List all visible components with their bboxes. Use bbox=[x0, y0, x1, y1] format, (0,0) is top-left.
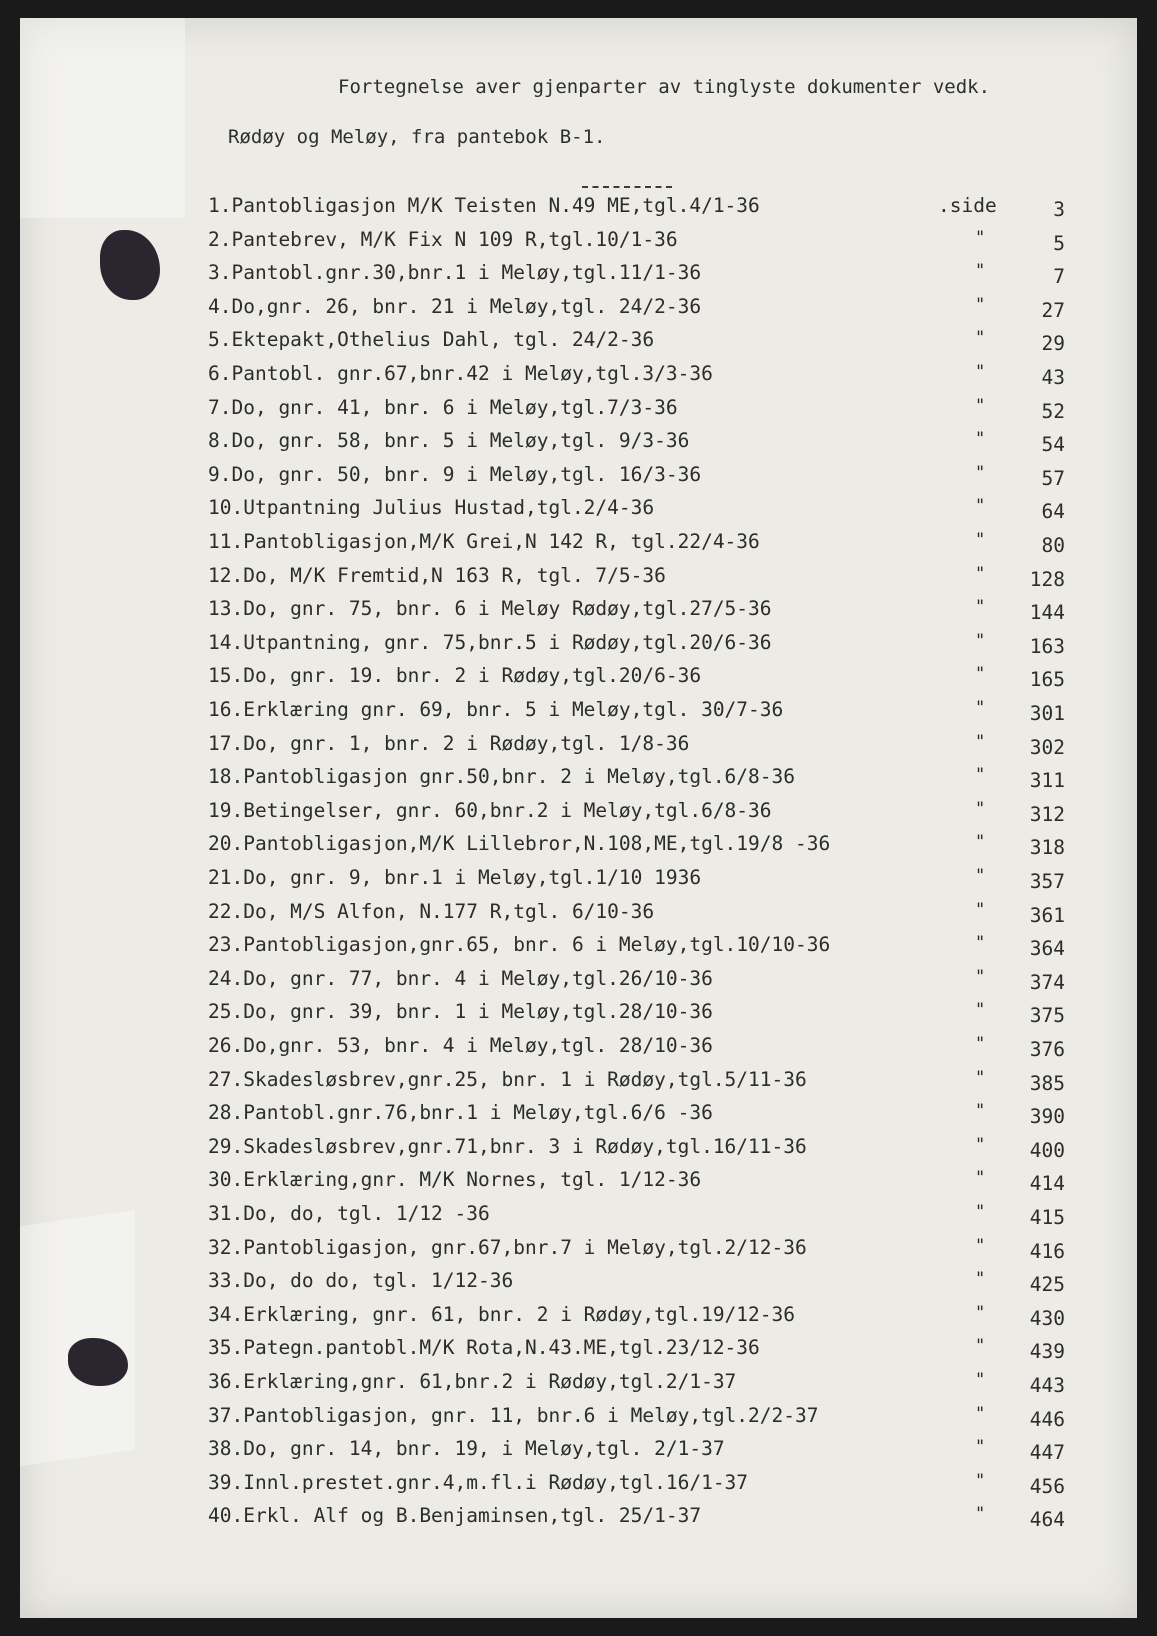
ditto-mark: " bbox=[975, 227, 986, 248]
page-number: 29 bbox=[1041, 332, 1065, 356]
ditto-mark: " bbox=[975, 294, 986, 315]
page-number: 376 bbox=[1029, 1038, 1065, 1061]
ditto-mark: " bbox=[975, 1134, 986, 1155]
entry-description: 38.Do, gnr. 14, bnr. 19, i Meløy,tgl. 2/1-37 bbox=[208, 1437, 725, 1461]
ditto-mark: " bbox=[975, 395, 986, 416]
entry-description: 8.Do, gnr. 58, bnr. 5 i Meløy,tgl. 9/3-36 bbox=[208, 429, 690, 453]
ditto-mark: " bbox=[975, 630, 986, 651]
ditto-mark: " bbox=[975, 1067, 986, 1088]
page-number: 52 bbox=[1041, 399, 1065, 423]
list-item bbox=[20, 1471, 1137, 1505]
page-number: 27 bbox=[1041, 298, 1065, 322]
list-item bbox=[20, 1370, 1137, 1404]
ditto-mark: " bbox=[975, 933, 986, 954]
ditto-mark: " bbox=[975, 966, 986, 987]
list-item bbox=[20, 362, 1137, 396]
entry-description: 33.Do, do do, tgl. 1/12-36 bbox=[208, 1269, 514, 1293]
page-number: 415 bbox=[1029, 1206, 1065, 1229]
list-item bbox=[20, 1101, 1137, 1135]
entry-description: 13.Do, gnr. 75, bnr. 6 i Meløy Rødøy,tgl.27/5-36 bbox=[208, 597, 772, 621]
list-item bbox=[20, 1303, 1137, 1337]
page-number: 414 bbox=[1029, 1172, 1065, 1196]
document-page bbox=[20, 18, 1137, 1618]
page-number: 80 bbox=[1041, 534, 1065, 557]
entry-description: 4.Do,gnr. 26, bnr. 21 i Meløy,tgl. 24/2-36 bbox=[208, 294, 702, 318]
page-number: 144 bbox=[1029, 601, 1065, 625]
entry-list bbox=[20, 18, 1137, 1618]
list-item bbox=[20, 900, 1137, 934]
list-item bbox=[20, 933, 1137, 967]
page-number: 311 bbox=[1029, 769, 1065, 793]
entry-description: 23.Pantobligasjon,gnr.65, bnr. 6 i Meløy,tgl.10/10-36 bbox=[208, 933, 831, 957]
page-number: 54 bbox=[1041, 433, 1065, 457]
page-number: 128 bbox=[1029, 567, 1065, 591]
list-item bbox=[20, 664, 1137, 698]
list-item bbox=[20, 496, 1137, 530]
entry-description: 20.Pantobligasjon,M/K Lillebror,N.108,ME,tgl.19/8 -36 bbox=[208, 832, 831, 856]
page-number: 302 bbox=[1029, 735, 1065, 759]
list-item bbox=[20, 799, 1137, 833]
entry-description: 32.Pantobligasjon, gnr.67,bnr.7 i Meløy,tgl.2/12-36 bbox=[208, 1235, 807, 1259]
ditto-mark: " bbox=[975, 1000, 986, 1021]
ditto-mark: " bbox=[975, 1370, 986, 1390]
list-item bbox=[20, 765, 1137, 799]
ditto-mark: " bbox=[975, 664, 986, 685]
entry-description: 7.Do, gnr. 41, bnr. 6 i Meløy,tgl.7/3-36 bbox=[208, 395, 678, 419]
page-number: 43 bbox=[1041, 366, 1065, 389]
page-number: 361 bbox=[1029, 903, 1065, 927]
page-number: 446 bbox=[1029, 1407, 1065, 1431]
list-item bbox=[20, 597, 1137, 631]
ditto-mark: " bbox=[975, 1235, 986, 1256]
list-item bbox=[20, 530, 1137, 564]
entry-description: 24.Do, gnr. 77, bnr. 4 i Meløy,tgl.26/10-36 bbox=[208, 966, 713, 990]
entry-description: 29.Skadesløsbrev,gnr.71,bnr. 3 i Rødøy,tgl.16/11-36 bbox=[208, 1134, 807, 1158]
entry-description: 16.Erklæring gnr. 69, bnr. 5 i Meløy,tgl. 30/7-36 bbox=[208, 698, 784, 721]
ditto-mark: " bbox=[975, 1336, 986, 1357]
list-item bbox=[20, 1068, 1137, 1102]
entry-description: 15.Do, gnr. 19. bnr. 2 i Rødøy,tgl.20/6-36 bbox=[208, 664, 702, 688]
page-number: 163 bbox=[1029, 634, 1065, 658]
page-number: 374 bbox=[1029, 970, 1065, 994]
list-item bbox=[20, 396, 1137, 430]
ditto-mark: " bbox=[975, 832, 986, 853]
list-item bbox=[20, 295, 1137, 329]
entry-description: 40.Erkl. Alf og B.Benjaminsen,tgl. 25/1-37 bbox=[208, 1504, 702, 1528]
list-item bbox=[20, 631, 1137, 665]
entry-description: 30.Erklæring,gnr. M/K Nornes, tgl. 1/12-36 bbox=[208, 1168, 702, 1192]
ditto-mark: " bbox=[975, 1403, 986, 1424]
ditto-mark: .side bbox=[938, 194, 997, 217]
list-item bbox=[20, 1404, 1137, 1438]
ditto-mark: " bbox=[975, 765, 986, 786]
ditto-mark: " bbox=[975, 866, 986, 886]
ditto-mark: " bbox=[975, 1101, 986, 1122]
entry-description: 22.Do, M/S Alfon, N.177 R,tgl. 6/10-36 bbox=[208, 899, 655, 923]
list-item bbox=[20, 832, 1137, 866]
ditto-mark: " bbox=[975, 1168, 986, 1189]
entry-description: 17.Do, gnr. 1, bnr. 2 i Rødøy,tgl. 1/8-36 bbox=[208, 731, 690, 755]
list-item bbox=[20, 228, 1137, 262]
list-item bbox=[20, 1168, 1137, 1202]
list-item bbox=[20, 698, 1137, 732]
entry-description: 3.Pantobl.gnr.30,bnr.1 i Meløy,tgl.11/1-36 bbox=[208, 261, 702, 285]
page-number: 7 bbox=[1053, 265, 1065, 289]
ditto-mark: " bbox=[975, 899, 986, 920]
ditto-mark: " bbox=[975, 731, 986, 752]
entry-description: 37.Pantobligasjon, gnr. 11, bnr.6 i Meløy,tgl.2/2-37 bbox=[208, 1403, 819, 1427]
ditto-mark: " bbox=[975, 1470, 986, 1491]
page-number: 416 bbox=[1029, 1239, 1065, 1263]
ditto-mark: " bbox=[975, 798, 986, 819]
ditto-mark: " bbox=[975, 261, 986, 282]
list-item bbox=[20, 261, 1137, 295]
list-item bbox=[20, 1437, 1137, 1471]
ditto-mark: " bbox=[975, 1437, 986, 1458]
entry-description: 10.Utpantning Julius Hustad,tgl.2/4-36 bbox=[208, 496, 655, 520]
ditto-mark: " bbox=[975, 698, 986, 718]
page-number: 375 bbox=[1029, 1004, 1065, 1028]
ditto-mark: " bbox=[975, 1504, 986, 1525]
entry-description: 28.Pantobl.gnr.76,bnr.1 i Meløy,tgl.6/6 -36 bbox=[208, 1101, 713, 1125]
page-number: 301 bbox=[1029, 702, 1065, 725]
list-item bbox=[20, 1135, 1137, 1169]
entry-description: 14.Utpantning, gnr. 75,bnr.5 i Rødøy,tgl.20/6-36 bbox=[208, 630, 772, 654]
list-item bbox=[20, 1504, 1137, 1538]
entry-description: 11.Pantobligasjon,M/K Grei,N 142 R, tgl.22/4-36 bbox=[208, 530, 760, 553]
page-number: 312 bbox=[1029, 802, 1065, 826]
list-item bbox=[20, 1236, 1137, 1270]
entry-description: 34.Erklæring, gnr. 61, bnr. 2 i Rødøy,tgl.19/12-36 bbox=[208, 1302, 795, 1326]
entry-description: 26.Do,gnr. 53, bnr. 4 i Meløy,tgl. 28/10-36 bbox=[208, 1034, 713, 1057]
ditto-mark: " bbox=[975, 496, 986, 517]
ditto-mark: " bbox=[975, 563, 986, 584]
list-item bbox=[20, 564, 1137, 598]
page-number: 165 bbox=[1029, 668, 1065, 692]
entry-description: 12.Do, M/K Fremtid,N 163 R, tgl. 7/5-36 bbox=[208, 563, 666, 587]
ditto-mark: " bbox=[975, 1202, 986, 1222]
page-number: 64 bbox=[1041, 500, 1065, 524]
entry-description: 25.Do, gnr. 39, bnr. 1 i Meløy,tgl.28/10-36 bbox=[208, 1000, 713, 1024]
entry-description: 6.Pantobl. gnr.67,bnr.42 i Meløy,tgl.3/3-36 bbox=[208, 362, 713, 385]
list-item bbox=[20, 1336, 1137, 1370]
ditto-mark: " bbox=[975, 530, 986, 550]
page-number: 318 bbox=[1029, 836, 1065, 860]
page-number: 439 bbox=[1029, 1340, 1065, 1364]
entry-description: 2.Pantebrev, M/K Fix N 109 R,tgl.10/1-36 bbox=[208, 227, 678, 251]
entry-description: 18.Pantobligasjon gnr.50,bnr. 2 i Meløy,tgl.6/8-36 bbox=[208, 765, 795, 789]
ditto-mark: " bbox=[975, 328, 986, 349]
page-number: 400 bbox=[1029, 1138, 1065, 1162]
page-number: 443 bbox=[1029, 1374, 1065, 1397]
page-number: 357 bbox=[1029, 870, 1065, 893]
entry-description: 27.Skadesløsbrev,gnr.25, bnr. 1 i Rødøy,tgl.5/11-36 bbox=[208, 1067, 807, 1091]
ditto-mark: " bbox=[975, 597, 986, 618]
entry-description: 31.Do, do, tgl. 1/12 -36 bbox=[208, 1202, 490, 1225]
list-item bbox=[20, 1269, 1137, 1303]
entry-description: 36.Erklæring,gnr. 61,bnr.2 i Rødøy,tgl.2/1-37 bbox=[208, 1370, 737, 1393]
page-number: 385 bbox=[1029, 1071, 1065, 1095]
list-item bbox=[20, 866, 1137, 900]
list-item bbox=[20, 967, 1137, 1001]
ditto-mark: " bbox=[975, 1269, 986, 1290]
entry-description: 19.Betingelser, gnr. 60,bnr.2 i Meløy,tgl.6/8-36 bbox=[208, 798, 772, 822]
list-item bbox=[20, 1000, 1137, 1034]
page-number: 464 bbox=[1029, 1508, 1065, 1532]
ditto-mark: " bbox=[975, 1034, 986, 1054]
document-title: Fortegnelse aver gjenparter av tinglyste dokumenter vedk. bbox=[338, 76, 991, 98]
page-number: 364 bbox=[1029, 937, 1065, 961]
entry-description: 21.Do, gnr. 9, bnr.1 i Meløy,tgl.1/10 1936 bbox=[208, 866, 702, 889]
ditto-mark: " bbox=[975, 462, 986, 483]
page-number: 430 bbox=[1029, 1306, 1065, 1330]
ditto-mark: " bbox=[975, 1302, 986, 1323]
list-item bbox=[20, 328, 1137, 362]
ditto-mark: " bbox=[975, 429, 986, 450]
page-number: 57 bbox=[1041, 466, 1065, 490]
ditto-mark: " bbox=[975, 362, 986, 382]
document-subtitle: Rødøy og Meløy, fra pantebok B-1. bbox=[228, 126, 606, 148]
page-number: 456 bbox=[1029, 1474, 1065, 1498]
entry-description: 9.Do, gnr. 50, bnr. 9 i Meløy,tgl. 16/3-36 bbox=[208, 462, 702, 486]
entry-description: 35.Pategn.pantobl.M/K Rota,N.43.ME,tgl.23/12-36 bbox=[208, 1336, 760, 1360]
entry-description: 39.Innl.prestet.gnr.4,m.fl.i Rødøy,tgl.16/1-37 bbox=[208, 1470, 749, 1494]
list-item bbox=[20, 429, 1137, 463]
list-item bbox=[20, 463, 1137, 497]
page-number: 3 bbox=[1053, 198, 1065, 221]
entry-description: 5.Ektepakt,Othelius Dahl, tgl. 24/2-36 bbox=[208, 328, 655, 352]
page-number: 425 bbox=[1029, 1273, 1065, 1297]
list-item bbox=[20, 732, 1137, 766]
page-number: 390 bbox=[1029, 1105, 1065, 1129]
entry-description: 1.Pantobligasjon M/K Teisten N.49 ME,tgl.4/1-36 bbox=[208, 194, 760, 217]
list-item bbox=[20, 194, 1137, 228]
page-number: 5 bbox=[1053, 231, 1065, 255]
list-item bbox=[20, 1202, 1137, 1236]
page-number: 447 bbox=[1029, 1441, 1065, 1465]
list-item bbox=[20, 1034, 1137, 1068]
